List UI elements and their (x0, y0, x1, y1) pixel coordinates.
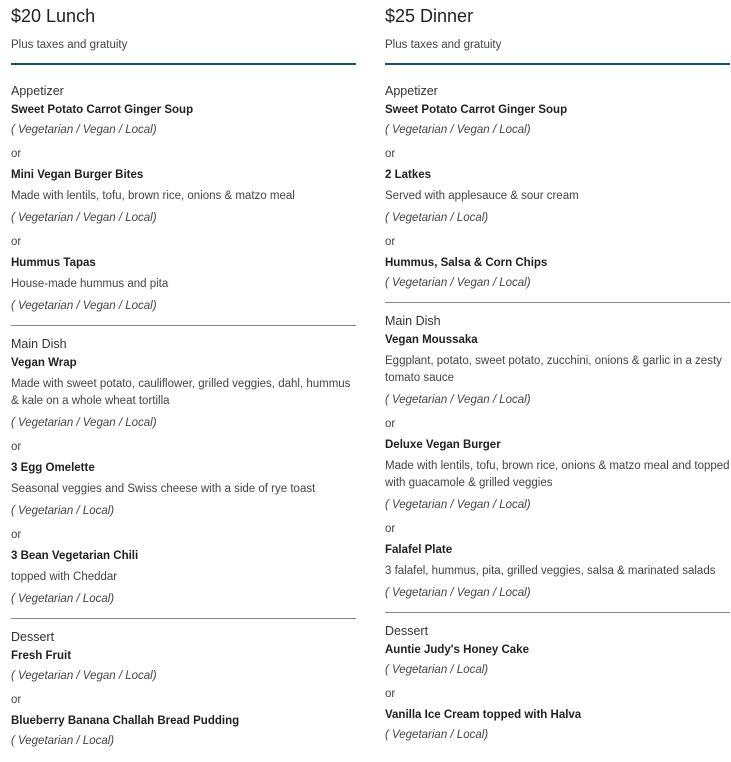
menu-item (11, 168, 356, 225)
menu-section (385, 84, 730, 290)
item-description: 3 falafel, hummus, pita, grilled veggies, salsa & marinated salads (385, 565, 716, 577)
dietary-tags: ( Vegetarian / Local) (11, 505, 115, 517)
dietary-tags: ( Vegetarian / Vegan / Local) (11, 417, 157, 429)
section-title: Dessert (11, 630, 55, 644)
item-description: Made with lentils, tofu, brown rice, onions & matzo meal (11, 190, 295, 202)
menu-item (11, 461, 356, 518)
dietary-tags: ( Vegetarian / Local) (385, 212, 489, 224)
item-name: Sweet Potato Carrot Ginger Soup (11, 104, 194, 116)
item-name: Hummus, Salsa & Corn Chips (385, 257, 548, 269)
or-separator: or (385, 418, 396, 430)
or-separator: or (11, 694, 22, 706)
menu-title: $20 Lunch (11, 6, 96, 26)
or-separator: or (385, 236, 396, 248)
item-name: Falafel Plate (385, 544, 453, 556)
dietary-tags: ( Vegetarian / Vegan / Local) (385, 394, 531, 406)
dietary-tags: ( Vegetarian / Local) (385, 664, 489, 676)
or-separator: or (385, 148, 396, 160)
item-name: Mini Vegan Burger Bites (11, 169, 144, 181)
menu-item (385, 708, 730, 742)
menu-item (385, 643, 730, 677)
section-title: Dessert (385, 624, 429, 638)
title-divider (385, 63, 730, 65)
item-description: House-made hummus and pita (11, 278, 169, 290)
menu-section (11, 630, 356, 748)
section-title: Appetizer (11, 84, 64, 98)
dinner-menu-column (385, 0, 730, 742)
lunch-menu-column (11, 0, 356, 748)
or-separator: or (385, 688, 396, 700)
menu-item (11, 549, 356, 606)
menu-item (11, 256, 356, 313)
menu-item (11, 356, 356, 430)
menu-item (385, 543, 730, 600)
section-divider (385, 302, 730, 303)
section-title: Main Dish (385, 314, 441, 328)
item-description: Seasonal veggies and Swiss cheese with a side of rye toast (11, 483, 316, 495)
item-description: Made with sweet potato, cauliflower, grilled veggies, dahl, hummus & kale on a whole wheat tortilla (11, 378, 351, 407)
menu-item (385, 333, 730, 407)
item-description: Made with lentils, tofu, brown rice, onions & matzo meal and topped with guacamole & grilled veggies (385, 460, 730, 489)
dietary-tags: ( Vegetarian / Vegan / Local) (11, 300, 157, 312)
dietary-tags: ( Vegetarian / Local) (11, 735, 115, 747)
menu-item (385, 438, 730, 512)
or-separator: or (385, 523, 396, 535)
menu-section (385, 314, 730, 600)
section-divider (11, 618, 356, 619)
dietary-tags: ( Vegetarian / Local) (11, 593, 115, 605)
menu-title: $25 Dinner (385, 6, 474, 26)
title-divider (11, 63, 356, 65)
dietary-tags: ( Vegetarian / Vegan / Local) (11, 212, 157, 224)
menu-item (11, 714, 356, 748)
dietary-tags: ( Vegetarian / Vegan / Local) (385, 124, 531, 136)
dietary-tags: ( Vegetarian / Vegan / Local) (385, 277, 531, 289)
item-description: Eggplant, potato, sweet potato, zucchini, onions & garlic in a zesty tomato sauce (385, 355, 722, 384)
menu-item (385, 103, 730, 137)
item-name: Deluxe Vegan Burger (385, 439, 501, 451)
or-separator: or (11, 441, 22, 453)
menu-item (385, 256, 730, 290)
menu-section (11, 337, 356, 606)
item-name: Hummus Tapas (11, 257, 96, 269)
menu-item (385, 168, 730, 225)
item-name: 3 Bean Vegetarian Chili (11, 550, 139, 562)
dietary-tags: ( Vegetarian / Vegan / Local) (11, 124, 157, 136)
dietary-tags: ( Vegetarian / Vegan / Local) (11, 670, 157, 682)
item-description: topped with Cheddar (11, 571, 118, 583)
or-separator: or (11, 148, 22, 160)
item-name: Blueberry Banana Challah Bread Pudding (11, 715, 240, 727)
section-title: Main Dish (11, 337, 67, 351)
item-name: Vegan Moussaka (385, 334, 478, 346)
item-name: Fresh Fruit (11, 650, 72, 662)
dietary-tags: ( Vegetarian / Vegan / Local) (385, 587, 531, 599)
menu-subtitle: Plus taxes and gratuity (385, 39, 502, 51)
or-separator: or (11, 236, 22, 248)
item-name: 2 Latkes (385, 169, 432, 181)
menu-section (385, 624, 730, 742)
dietary-tags: ( Vegetarian / Local) (385, 729, 489, 741)
menu-item (11, 649, 356, 683)
item-name: Vanilla Ice Cream topped with Halva (385, 709, 582, 721)
or-separator: or (11, 529, 22, 541)
menu-section (11, 84, 356, 313)
dietary-tags: ( Vegetarian / Vegan / Local) (385, 499, 531, 511)
item-name: Auntie Judy's Honey Cake (385, 644, 529, 656)
item-name: Sweet Potato Carrot Ginger Soup (385, 104, 568, 116)
section-divider (11, 325, 356, 326)
menu-item (11, 103, 356, 137)
section-divider (385, 612, 730, 613)
item-description: Served with applesauce & sour cream (385, 190, 579, 202)
section-title: Appetizer (385, 84, 438, 98)
item-name: 3 Egg Omelette (11, 462, 95, 474)
item-name: Vegan Wrap (11, 357, 77, 369)
menu-subtitle: Plus taxes and gratuity (11, 39, 128, 51)
